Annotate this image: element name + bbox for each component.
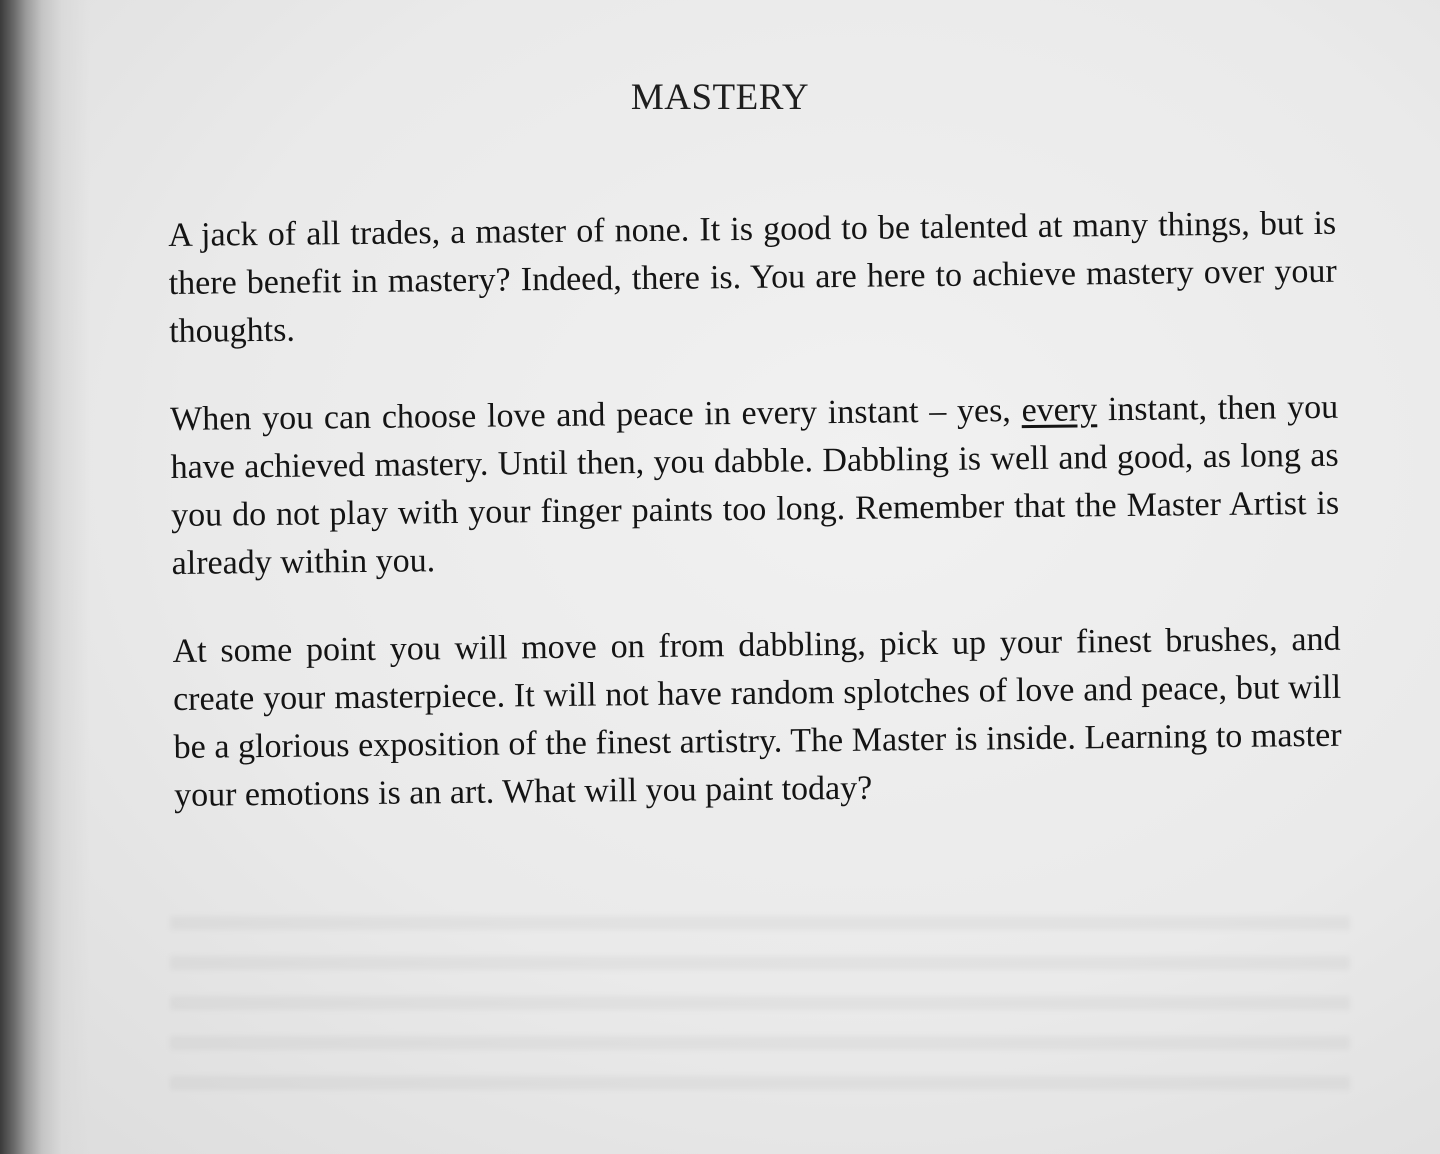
paragraph-1 [168, 200, 1337, 356]
chapter-title: MASTERY [630, 77, 810, 118]
paragraph-1-text: A jack of all trades, a master of none. It is good to be talented at many things, but is there benefit in mastery? Indeed, there is. You are here to achieve mastery over your thoughts. [168, 204, 1337, 350]
paragraph-3-text: At some point you will move on from dabbling, pick up your finest brushes, and create your masterpiece. It will not have random splotches of love and peace, but will be a glorious exposition of the finest artistry. The Master is inside. Learning to master your emotions is an art. What will you paint today? [172, 620, 1342, 814]
book-binding-shadow [0, 0, 90, 1154]
paragraph-2-text-end: instant, then you have achieved mastery. Until then, you dabble. Dabbling is well and good, as long as you do not play with your finger paints too long. Remember that the Master Artist is already within you. [170, 388, 1340, 582]
paragraph-3 [172, 616, 1342, 820]
paragraph-2-text-start: When you can choose love and peace in every instant – yes, [169, 392, 1022, 438]
show-through-text [170, 890, 1350, 1110]
underlined-word: every [1021, 391, 1098, 430]
chapter-body [168, 200, 1343, 860]
paragraph-2 [170, 384, 1340, 588]
